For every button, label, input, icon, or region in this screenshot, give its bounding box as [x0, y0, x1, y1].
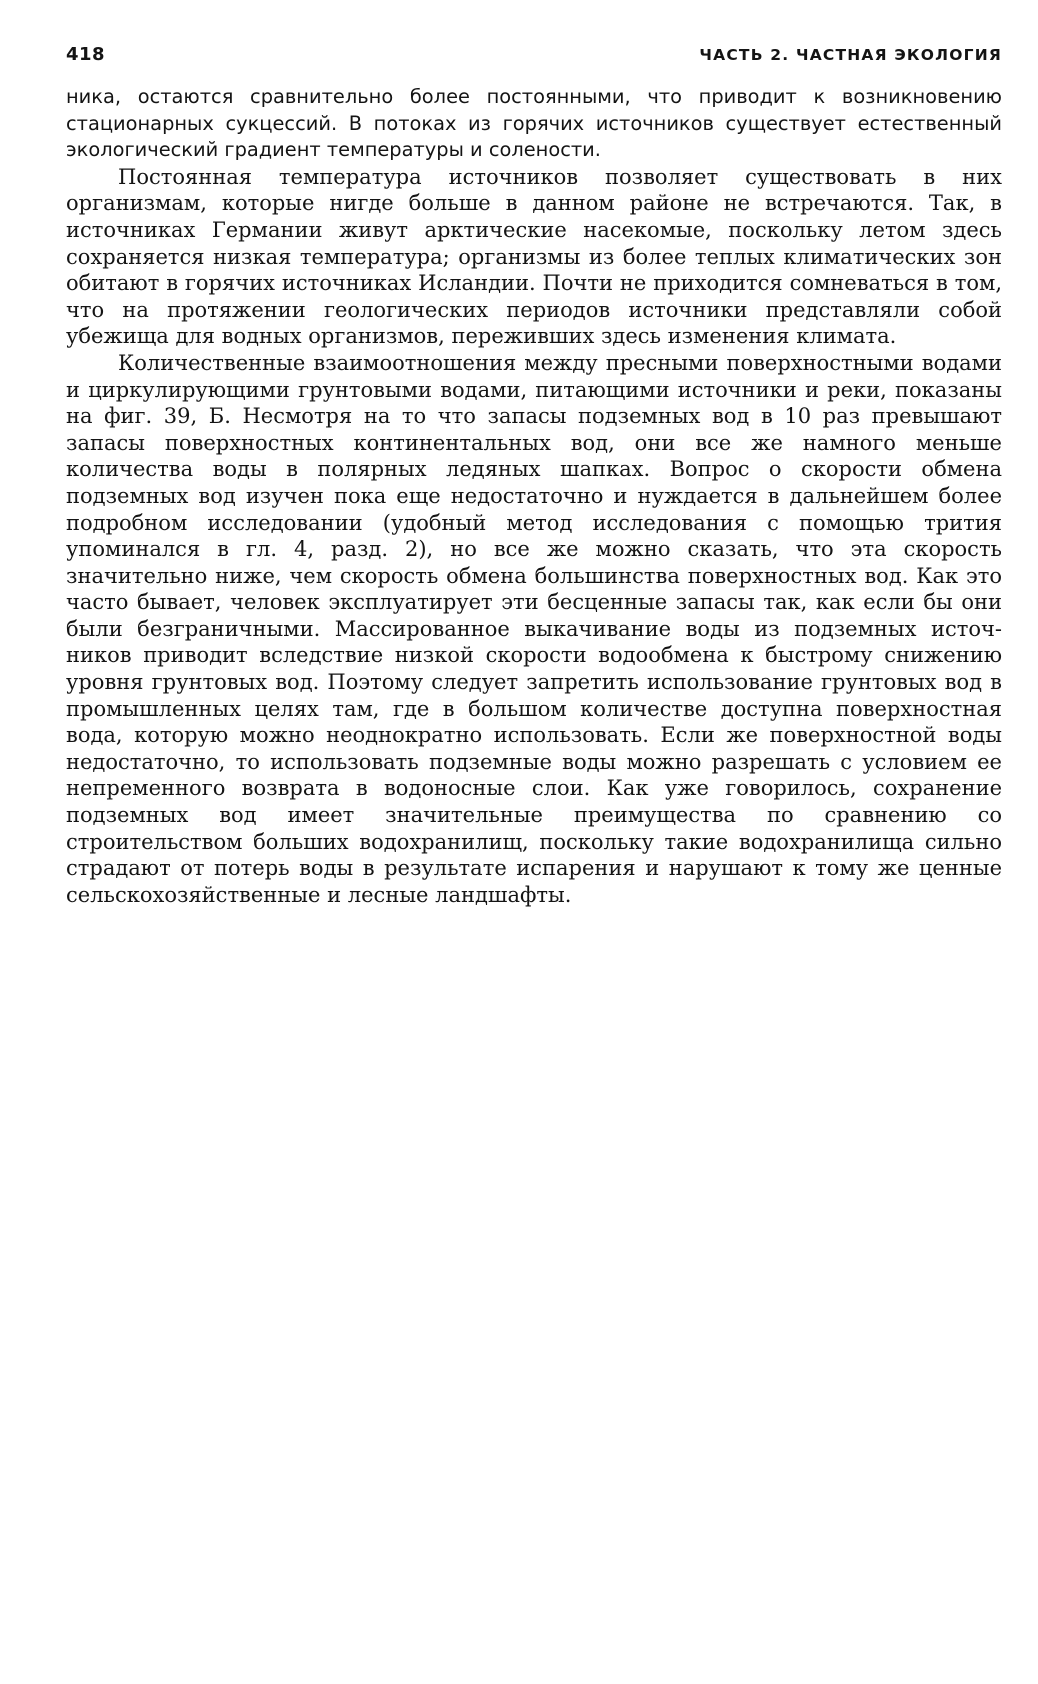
running-head — [66, 44, 1002, 84]
paragraph-springs-temperature: Постоянная температура источников позволяет существовать в них организмам, которые нигде больше в данном районе не встречаются. Так, в источниках Германии живут арктические насекомые, поскольку летом здесь сохраняется низкая температура; организмы из более теплых климатических зон обитают в горячих источниках Исландии. Почти не приходится сомневаться в том, что на протяжении геологических периодов источники представляли собой убежища для водных организмов, переживших здесь изменения климата. — [66, 164, 1002, 349]
page-number: 418 — [66, 44, 106, 65]
body-text — [66, 84, 1002, 908]
paragraph-continuation: ника, остаются сравнительно более постоянными, что приводит к возникновению стационарных сукцессий. В потоках из горячих источников существует естественный экологический градиент температуры и солености. — [66, 85, 1002, 162]
running-title: ЧАСТЬ 2. ЧАСТНАЯ ЭКОЛОГИЯ — [699, 46, 1002, 64]
paragraph-groundwater: Количественные взаимоотношения между пресными поверхностными водами и циркулирующими грунтовыми водами, питающими источники и реки, показаны на фиг. 39, Б. Несмотря на то что запасы подземных вод в 10 раз превышают запасы поверхностных континентальных вод, они все же намного меньше количества воды в полярных ледяных шапках. Вопрос о скорости обмена подземных вод изучен пока еще недостаточно и нуждается в дальнейшем более подробном исследовании (удобный метод исследования с помощью трития упоминался в гл. 4, разд. 2), но все же можно сказать, что эта скорость значительно ниже, чем скорость обмена большинства поверхностных вод. Как это часто бывает, человек эксплуатирует эти бесценные запасы так, как если бы они были безграничными. Массированное выкачивание воды из подземных источников приводит вследствие низкой скорости водообмена к быстрому снижению уровня грунтовых вод. Поэтому следует запретить использование грунтовых вод в промышленных целях там, где в большом количестве доступна поверхностная вода, которую можно неоднократно использовать. Если же поверхностной воды недостаточно, то использовать подземные воды можно разрешать с условием ее непременного возврата в водоносные слои. Как уже говорилось, сохранение подземных вод имеет значительные преимущества по сравнению со строительством больших водохранилищ, поскольку такие водохранилища сильно страдают от потерь воды в результате испарения и нарушают к тому же ценные сельскохозяйственные и лесные ландшафты. — [66, 350, 1002, 907]
book-page — [66, 44, 1002, 908]
